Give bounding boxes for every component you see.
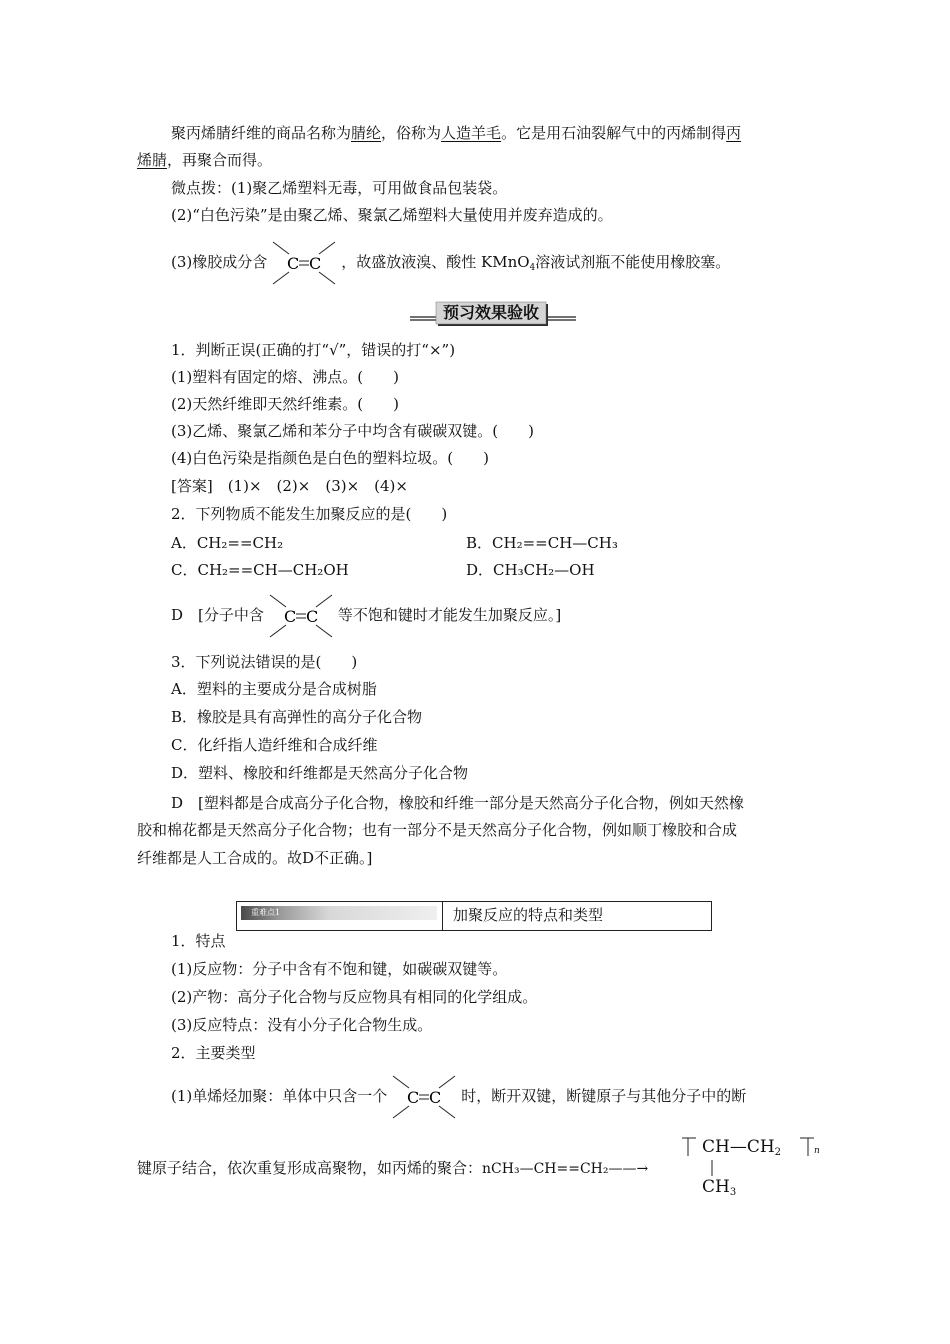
intro-text: ，俗称为 — [381, 124, 442, 142]
svg-text:C: C — [305, 607, 319, 626]
svg-text:C: C — [309, 254, 322, 273]
topic-header-box — [236, 901, 712, 931]
q1-item: (3)乙烯、聚氯乙烯和苯分子中均含有碳碳双键。( ) — [171, 422, 534, 440]
feature-item: (2)产物：高分子化合物与反应物具有相同的化学组成。 — [171, 988, 538, 1006]
cc-double-bond-structure — [268, 593, 334, 639]
tip-text: 溶液试剂瓶不能使用橡胶塞。 — [535, 253, 731, 271]
type-text: 时，断开双键，断键原子与其他分子中的断 — [461, 1087, 747, 1105]
intro-text: 聚丙烯腈纤维的商品名称为 — [171, 124, 352, 142]
polymer-methyl — [702, 1176, 736, 1204]
topic-tag-bar — [241, 906, 437, 920]
answer-text: 等不饱和键时才能发生加聚反应。] — [337, 606, 562, 624]
q3-stem: 3．下列说法错误的是( ) — [171, 653, 358, 671]
polymer-chain-text: CH—CH — [702, 1137, 775, 1157]
topic-tag-label: 重难点1 — [251, 908, 281, 917]
svg-text:C: C — [429, 1088, 442, 1107]
q2-stem: 2．下列物质不能发生加聚反应的是( ) — [171, 505, 448, 523]
subscript: 4 — [529, 263, 536, 273]
svg-text:C: C — [283, 607, 297, 626]
q1-stem: 1．判断正误(正确的打“√”，错误的打“×”) — [171, 341, 456, 359]
q2-answer — [171, 592, 561, 639]
type-1-line-1 — [171, 1073, 746, 1120]
q3-answer-line-1: D [塑料都是合成高分子化合物，橡胶和纤维一部分是天然高分子化合物，例如天然橡 — [171, 794, 744, 812]
intro-line-2 — [137, 149, 272, 171]
section-banner — [410, 300, 576, 328]
q3-option-a: A．塑料的主要成分是合成树脂 — [171, 680, 377, 698]
q3-option-c: C．化纤指人造纤维和合成纤维 — [171, 736, 378, 754]
q2-option-d: D．CH₃CH₂—OH — [466, 561, 595, 579]
q2-option-c: C．CH₂==CH—CH₂OH — [171, 561, 349, 579]
banner-title: 预习效果验收 — [442, 303, 539, 322]
underlined-term: 人造羊毛 — [441, 124, 502, 142]
subscript: 3 — [729, 1187, 737, 1198]
tip-text: (3)橡胶成分含 — [171, 253, 268, 271]
polypropylene-structure — [676, 1130, 826, 1206]
feature-item: (3)反应特点：没有小分子化合物生成。 — [171, 1016, 433, 1034]
tip-line-2: (2)“白色污染”是由聚乙烯、聚氯乙烯塑料大量使用并废弃造成的。 — [171, 206, 613, 224]
types-heading: 2．主要类型 — [171, 1044, 256, 1062]
q1-item: (2)天然纤维即天然纤维素。( ) — [171, 395, 399, 413]
answer-text: D [分子中含 — [171, 606, 264, 624]
type-text: 键原子结合，依次重复形成高聚物，如丙烯的聚合： — [137, 1159, 483, 1177]
underlined-term: 丙 — [726, 124, 742, 142]
q3-option-b: B．橡胶是具有高弹性的高分子化合物 — [171, 708, 423, 726]
q2-option-b: B．CH₂==CH—CH₃ — [466, 534, 618, 552]
type-text: (1)单烯烃加聚：单体中只含一个 — [171, 1087, 388, 1105]
topic-title: 加聚反应的特点和类型 — [453, 906, 604, 924]
q1-answer: [答案] (1)× (2)× (3)× (4)× — [171, 477, 408, 495]
propene-equation: nCH₃—CH==CH₂——→ — [482, 1161, 649, 1177]
tip-line-3 — [171, 239, 730, 291]
underlined-term: 腈纶 — [351, 124, 382, 142]
type-1-line-2 — [137, 1157, 648, 1180]
polymer-main-chain — [702, 1136, 781, 1164]
q3-option-d: D．塑料、橡胶和纤维都是天然高分子化合物 — [171, 764, 469, 782]
svg-text:C: C — [287, 254, 300, 273]
svg-text:C: C — [407, 1088, 420, 1107]
q3-answer-line-2: 胶和棉花都是天然高分子化合物；也有一部分不是天然高分子化合物，例如顺丁橡胶和合成 — [137, 821, 738, 839]
q2-option-a: A．CH₂==CH₂ — [171, 534, 284, 552]
polymer-n: n — [814, 1146, 820, 1156]
methyl-text: CH — [702, 1177, 730, 1197]
features-heading: 1．特点 — [171, 932, 226, 950]
cc-double-bond-structure — [391, 1074, 457, 1120]
feature-item: (1)反应物：分子中含有不饱和键，如碳碳双键等。 — [171, 960, 508, 978]
q1-item: (1)塑料有固定的熔、沸点。( ) — [171, 368, 399, 386]
underlined-term: 烯腈 — [137, 151, 168, 169]
intro-text: ，再聚合而得。 — [167, 151, 273, 169]
subscript: 2 — [774, 1147, 782, 1158]
intro-text: 。它是用石油裂解气中的丙烯制得 — [501, 124, 727, 142]
cc-double-bond-structure — [271, 240, 337, 286]
q1-item: (4)白色污染是指颜色是白色的塑料垃圾。( ) — [171, 449, 489, 467]
topic-tag-cell — [237, 902, 443, 930]
tip-text: ，故盛放液溴、酸性 KMnO — [341, 253, 530, 271]
q3-answer-line-3: 纤维都是人工合成的。故D不正确。] — [137, 849, 373, 867]
intro-line-1 — [171, 122, 741, 144]
tip-line-1: 微点拨：(1)聚乙烯塑料无毒，可用做食品包装袋。 — [171, 179, 508, 197]
